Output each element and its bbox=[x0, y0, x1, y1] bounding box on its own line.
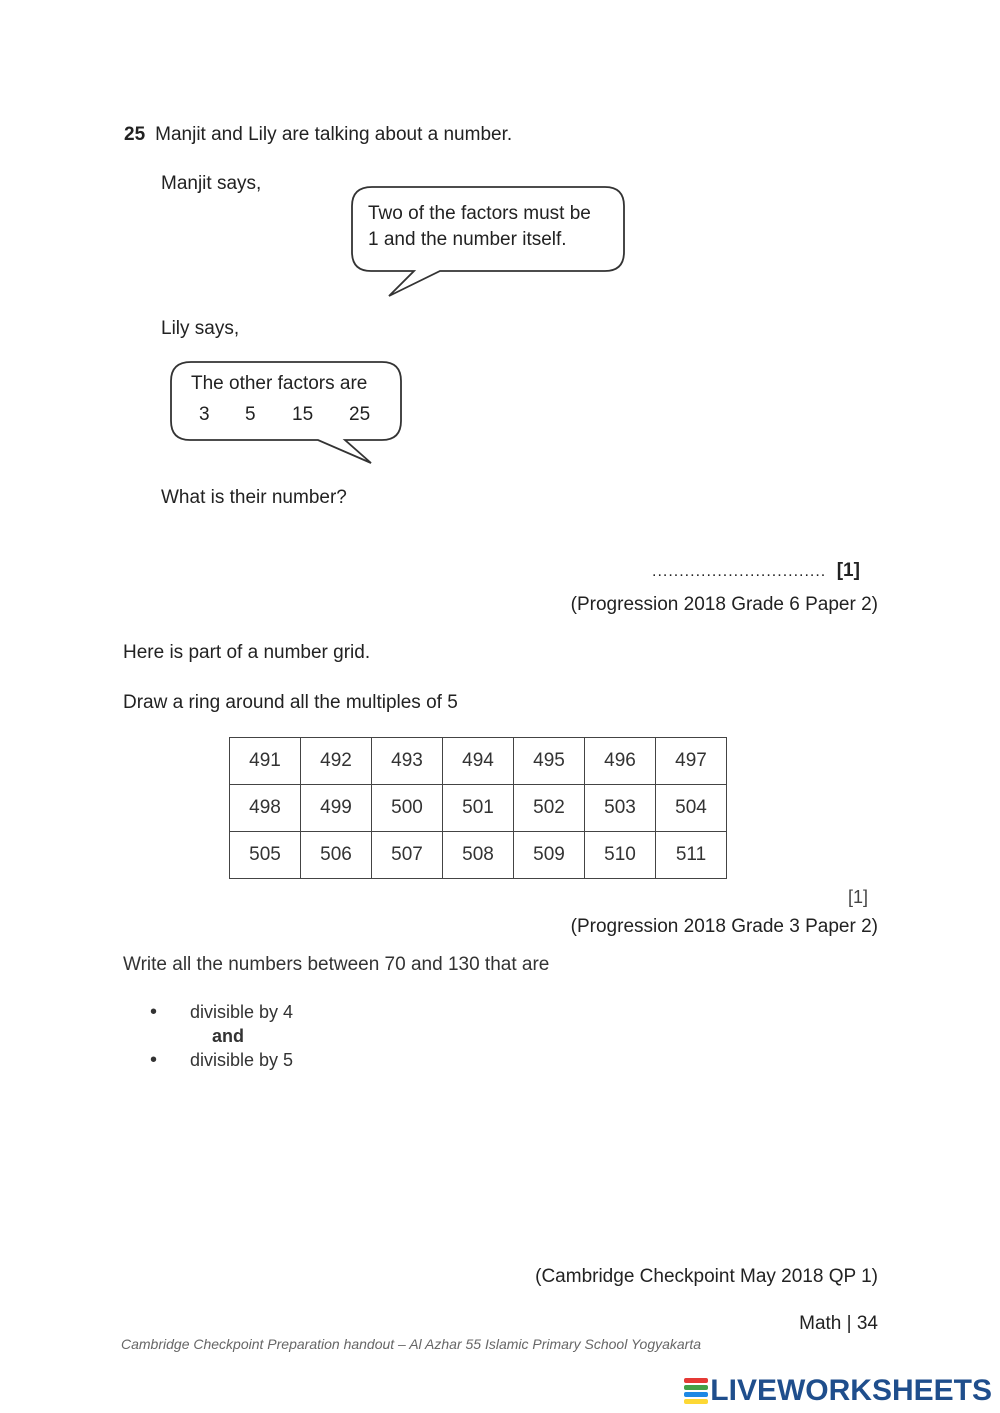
manjit-bubble-line-1: Two of the factors must be bbox=[368, 203, 591, 224]
grid-cell[interactable]: 499 bbox=[301, 785, 372, 832]
grid-cell[interactable]: 498 bbox=[230, 785, 301, 832]
question-mark: [1] bbox=[836, 560, 860, 581]
manjit-bubble-text bbox=[368, 201, 591, 253]
grid-cell[interactable]: 495 bbox=[514, 738, 585, 785]
liveworksheets-logo-icon bbox=[684, 1377, 708, 1405]
grid-cell[interactable]: 501 bbox=[443, 785, 514, 832]
grid-mark: [1] bbox=[848, 887, 869, 907]
liveworksheets-brand bbox=[684, 1374, 992, 1408]
question-number: 25 bbox=[124, 124, 146, 145]
grid-cell[interactable]: 497 bbox=[656, 738, 727, 785]
grid-cell[interactable]: 494 bbox=[443, 738, 514, 785]
bullet-icon: • bbox=[150, 1000, 158, 1023]
brand-name: LIVEWORKSHEETS bbox=[710, 1374, 992, 1407]
grid-cell[interactable]: 508 bbox=[443, 832, 514, 879]
lily-factor: 5 bbox=[245, 404, 256, 425]
grid-cell[interactable]: 503 bbox=[585, 785, 656, 832]
condition-joiner: and bbox=[212, 1025, 245, 1046]
lily-factor: 3 bbox=[199, 404, 210, 425]
grid-cell[interactable]: 507 bbox=[372, 832, 443, 879]
answer-line[interactable] bbox=[652, 560, 860, 582]
grid-cell[interactable]: 510 bbox=[585, 832, 656, 879]
lily-factor: 15 bbox=[292, 404, 314, 425]
manjit-label: Manjit says, bbox=[161, 173, 262, 194]
list-item bbox=[150, 1000, 293, 1024]
manjit-bubble-line-2: 1 and the number itself. bbox=[368, 229, 567, 250]
question-intro-text: Manjit and Lily are talking about a number. bbox=[155, 124, 513, 145]
grid-cell[interactable]: 500 bbox=[372, 785, 443, 832]
grid-intro: Here is part of a number grid. bbox=[123, 642, 371, 663]
footer-text: Cambridge Checkpoint Preparation handout – Al Azhar 55 Islamic Primary School Yogyakarta bbox=[121, 1336, 702, 1352]
grid-cell[interactable]: 502 bbox=[514, 785, 585, 832]
grid-row bbox=[230, 738, 727, 785]
grid-cell[interactable]: 504 bbox=[656, 785, 727, 832]
grid-cell[interactable]: 492 bbox=[301, 738, 372, 785]
divisible-source: (Cambridge Checkpoint May 2018 QP 1) bbox=[535, 1266, 878, 1287]
grid-instruction: Draw a ring around all the multiples of 5 bbox=[123, 692, 458, 713]
grid-cell[interactable]: 506 bbox=[301, 832, 372, 879]
grid-cell[interactable]: 491 bbox=[230, 738, 301, 785]
condition-divisible-by-5: divisible by 5 bbox=[190, 1049, 294, 1070]
speech-bubbles bbox=[0, 0, 1000, 520]
bullet-icon: • bbox=[150, 1048, 158, 1071]
grid-source: (Progression 2018 Grade 3 Paper 2) bbox=[570, 916, 878, 937]
lily-bubble-line-1: The other factors are bbox=[191, 373, 368, 394]
grid-cell[interactable]: 505 bbox=[230, 832, 301, 879]
grid-cell[interactable]: 509 bbox=[514, 832, 585, 879]
lily-factor: 25 bbox=[349, 404, 371, 425]
grid-cell[interactable]: 511 bbox=[656, 832, 727, 879]
grid-cell[interactable]: 496 bbox=[585, 738, 656, 785]
divisible-conditions bbox=[150, 1000, 293, 1072]
grid-cell[interactable]: 493 bbox=[372, 738, 443, 785]
question-source: (Progression 2018 Grade 6 Paper 2) bbox=[570, 594, 878, 615]
list-item bbox=[150, 1048, 293, 1072]
page-label: Math | 34 bbox=[799, 1313, 878, 1334]
answer-dots: ................................ bbox=[652, 563, 827, 580]
divisible-intro: Write all the numbers between 70 and 130 that are bbox=[123, 954, 550, 975]
number-grid bbox=[229, 737, 727, 879]
question-prompt: What is their number? bbox=[161, 487, 347, 508]
grid-row bbox=[230, 832, 727, 879]
lily-label: Lily says, bbox=[161, 318, 240, 339]
condition-divisible-by-4: divisible by 4 bbox=[190, 1001, 294, 1022]
grid-row bbox=[230, 785, 727, 832]
